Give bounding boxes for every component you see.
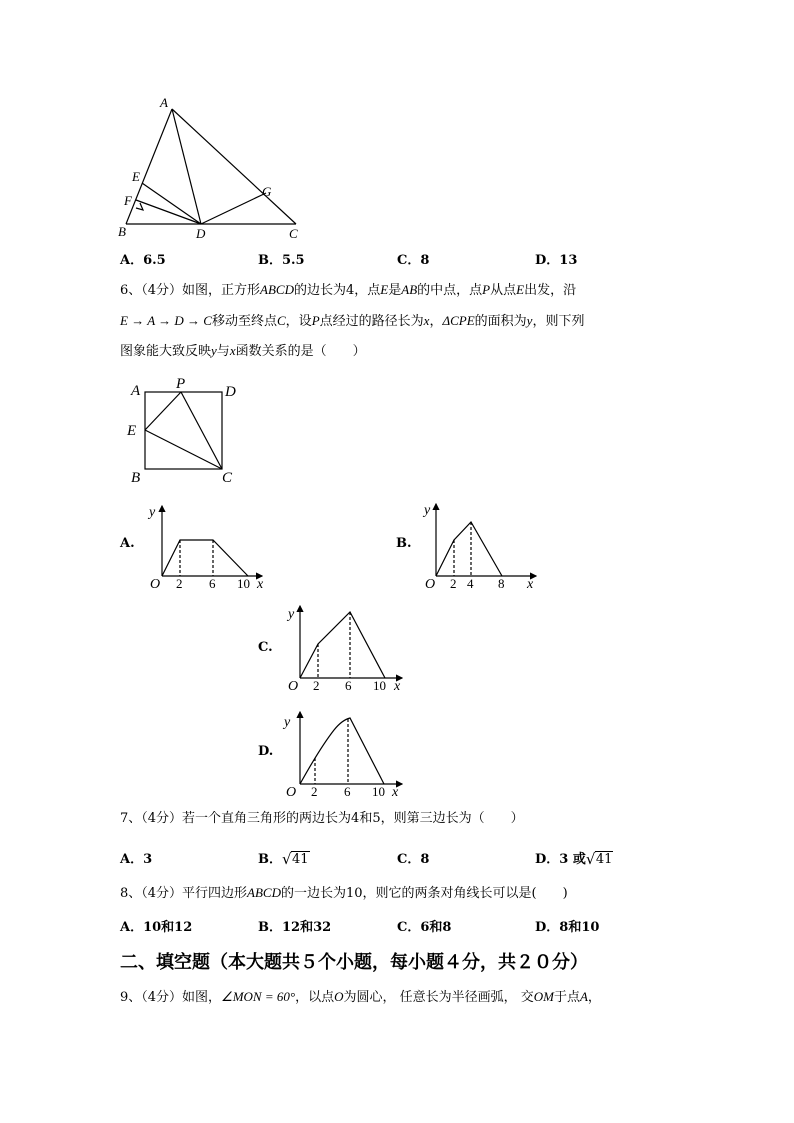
graph-b-tick-3: 8 (498, 576, 505, 591)
q8-stem: 8、（4分）平行四边形ABCD的一边长为10，则它的两条对角线长可以是( ) (120, 885, 568, 901)
graph-d-tick-3: 10 (372, 784, 385, 799)
graph-a-origin: O (150, 577, 161, 592)
q8-option-a: A．10和12 (120, 920, 193, 935)
q6-graph-label-c: C. (258, 640, 273, 655)
q5-label-E: E (132, 169, 140, 184)
q6-graph-label-d: D. (258, 744, 274, 759)
q8-option-d: D．8和10 (535, 920, 600, 935)
q6-label-B: B (131, 470, 141, 486)
q5-triangle-figure (110, 92, 310, 244)
q5-option-d: D．13 (535, 253, 578, 268)
graph-c-y-label: y (288, 607, 295, 622)
q8-option-c: C．6和8 (397, 920, 452, 935)
graph-b-y-label: y (424, 503, 431, 518)
q6-label-P: P (176, 376, 186, 392)
q6-label-C: C (222, 470, 233, 486)
q5-label-A: A (160, 95, 168, 110)
q6-graph-label-b: B. (396, 536, 412, 551)
q6-label-A: A (131, 383, 141, 399)
q5-label-F: F (124, 193, 132, 208)
graph-d-y-label: y (284, 715, 291, 730)
q8-option-b: B．12和32 (258, 920, 332, 935)
q6-graph-b (414, 498, 544, 592)
q6-stem-line1: 6、（4分）如图，正方形ABCD的边长为4，点E是AB的中点，点P从点E出发，沿 (120, 282, 577, 298)
q5-option-a: A．6.5 (120, 253, 166, 268)
q6-square-figure (124, 372, 244, 488)
q9-stem: 9、（4分）如图，∠MON = 60°，以点O为圆心， 任意长为半径画弧， 交OM于点A， (120, 989, 601, 1005)
graph-a-x-label: x (257, 577, 264, 592)
q7-option-d: D．3 或√ 41 (535, 848, 613, 867)
q5-label-G: G (262, 184, 272, 199)
graph-b-origin: O (425, 577, 436, 592)
q7-option-a: A．3 (120, 852, 153, 867)
graph-a-y-label: y (149, 505, 156, 520)
graph-c-tick-3: 10 (373, 678, 386, 693)
graph-b-x-label: x (527, 577, 534, 592)
q6-graph-c (280, 600, 410, 696)
q6-label-D: D (225, 384, 236, 400)
graph-a-tick-2: 6 (209, 576, 216, 591)
q5-label-B: B (118, 224, 126, 239)
q6-stem-line3: 图象能大致反映y与x函数关系的是（ ） (120, 343, 366, 359)
q5-option-b: B．5.5 (258, 253, 305, 268)
graph-d-origin: O (286, 785, 297, 800)
q7-option-c: C．8 (397, 852, 430, 867)
graph-c-tick-2: 6 (345, 678, 352, 693)
q5-label-D: D (196, 226, 206, 241)
graph-c-tick-1: 2 (313, 678, 320, 693)
graph-a-tick-1: 2 (176, 576, 183, 591)
graph-a-tick-3: 10 (237, 576, 250, 591)
q5-option-c: C．8 (397, 253, 430, 268)
graph-b-tick-1: 2 (450, 576, 457, 591)
graph-c-origin: O (288, 679, 299, 694)
graph-d-tick-2: 6 (344, 784, 351, 799)
graph-c-x-label: x (394, 679, 401, 694)
q6-graph-a (140, 500, 270, 592)
q7-option-b: B．√ 41 (258, 848, 310, 867)
q6-graph-d (280, 706, 410, 802)
q6-stem-line2: E → A → D → C移动至终点C，设P点经过的路径长为x，ΔCPE的面积为y，则下列 (120, 313, 585, 329)
section-2-title: 二、填空题（本大题共５个小题，每小题４分，共２０分） (120, 952, 588, 973)
graph-b-tick-2: 4 (467, 576, 474, 591)
q5-label-C: C (289, 226, 298, 241)
q6-label-E: E (127, 423, 137, 439)
q7-stem: 7、（4分）若一个直角三角形的两边长为4和5，则第三边长为（ ） (120, 811, 524, 826)
graph-d-x-label: x (392, 785, 399, 800)
graph-d-tick-1: 2 (311, 784, 318, 799)
q6-graph-label-a: A. (120, 536, 135, 551)
